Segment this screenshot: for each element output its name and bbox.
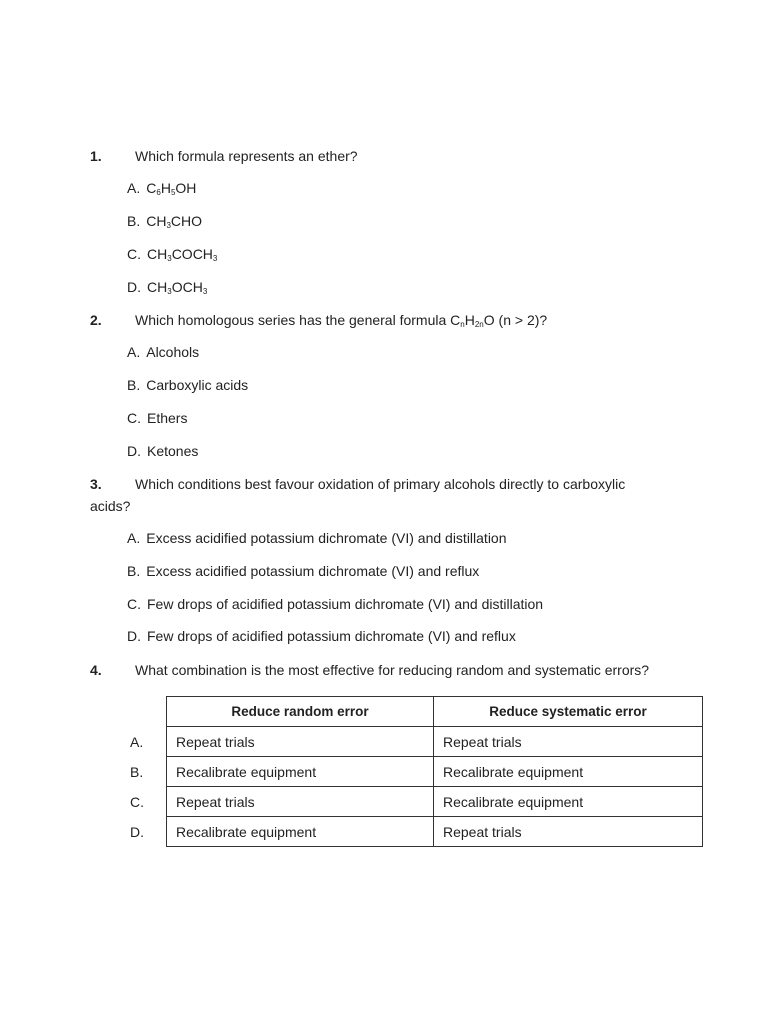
cell-random: Repeat trials xyxy=(167,787,434,817)
option-text: Ethers xyxy=(147,410,188,426)
option-letter: B. xyxy=(127,213,141,229)
option-3d xyxy=(127,626,516,646)
option-2a xyxy=(127,342,199,362)
row-letter-b: B. xyxy=(130,764,144,780)
option-letter: A. xyxy=(127,180,141,196)
option-3a xyxy=(127,528,507,548)
cell-random: Recalibrate equipment xyxy=(167,817,434,847)
option-letter: C. xyxy=(127,410,141,426)
option-letter: A. xyxy=(127,344,141,360)
cell-systematic: Recalibrate equipment xyxy=(434,787,703,817)
row-letter-a: A. xyxy=(130,734,144,750)
option-text: Alcohols xyxy=(146,344,200,360)
cell-random: Recalibrate equipment xyxy=(167,757,434,787)
option-letter: C. xyxy=(127,246,141,262)
option-text: Excess acidified potassium dichromate (VI) and distillation xyxy=(146,530,507,546)
option-formula: $CH_3COCH_3$ xyxy=(147,246,218,263)
header-systematic-error: Reduce systematic error xyxy=(434,697,703,727)
option-1b xyxy=(127,211,202,231)
option-letter: B. xyxy=(127,563,141,579)
option-text: Few drops of acidified potassium dichromate (VI) and reflux xyxy=(147,628,516,644)
question-text: Which conditions best favour oxidation of primary alcohols directly to carboxylic xyxy=(135,476,626,492)
question-1 xyxy=(90,145,690,167)
option-letter: D. xyxy=(127,279,141,295)
question-4 xyxy=(90,659,690,681)
question-number: 2. xyxy=(90,312,102,328)
table-row xyxy=(167,757,703,787)
error-reduction-table xyxy=(166,696,703,847)
cell-systematic: Recalibrate equipment xyxy=(434,757,703,787)
table-header-row xyxy=(167,697,703,727)
question-text-continued: acids? xyxy=(90,498,131,514)
option-text: Excess acidified potassium dichromate (VI) and reflux xyxy=(146,563,480,579)
option-text: Ketones xyxy=(147,443,199,459)
table-row xyxy=(167,817,703,847)
question-2 xyxy=(90,309,690,331)
cell-systematic: Repeat trials xyxy=(434,817,703,847)
question-3-continuation xyxy=(90,495,690,517)
option-text: Few drops of acidified potassium dichromate (VI) and distillation xyxy=(147,596,544,612)
option-1c xyxy=(127,244,217,264)
option-1a xyxy=(127,178,196,198)
cell-random: Repeat trials xyxy=(167,727,434,757)
question-number: 1. xyxy=(90,148,102,164)
option-2b xyxy=(127,375,248,395)
question-text: Which homologous series has the general formula $C_nH_{2n}O$ (n > 2)? xyxy=(135,312,548,329)
option-formula: $CH_3OCH_3$ xyxy=(147,279,208,296)
option-letter: D. xyxy=(127,443,141,459)
question-text: What combination is the most effective for reducing random and systematic errors? xyxy=(135,662,650,678)
option-3c xyxy=(127,594,543,614)
option-1d xyxy=(127,277,207,297)
option-3b xyxy=(127,561,479,581)
table-row xyxy=(167,787,703,817)
table-row xyxy=(167,727,703,757)
header-random-error: Reduce random error xyxy=(167,697,434,727)
option-2d xyxy=(127,441,198,461)
row-letter-c: C. xyxy=(130,794,144,810)
question-number: 3. xyxy=(90,476,102,492)
option-formula: $CH_3CHO$ xyxy=(146,213,203,230)
option-formula: $C_6H_5OH$ xyxy=(146,180,197,197)
question-3 xyxy=(90,473,690,495)
row-letter-d: D. xyxy=(130,824,144,840)
question-number: 4. xyxy=(90,662,102,678)
option-2c xyxy=(127,408,187,428)
option-letter: D. xyxy=(127,628,141,644)
option-letter: A. xyxy=(127,530,141,546)
question-text: Which formula represents an ether? xyxy=(135,148,358,164)
option-letter: B. xyxy=(127,377,141,393)
option-text: Carboxylic acids xyxy=(146,377,249,393)
cell-systematic: Repeat trials xyxy=(434,727,703,757)
option-letter: C. xyxy=(127,596,141,612)
